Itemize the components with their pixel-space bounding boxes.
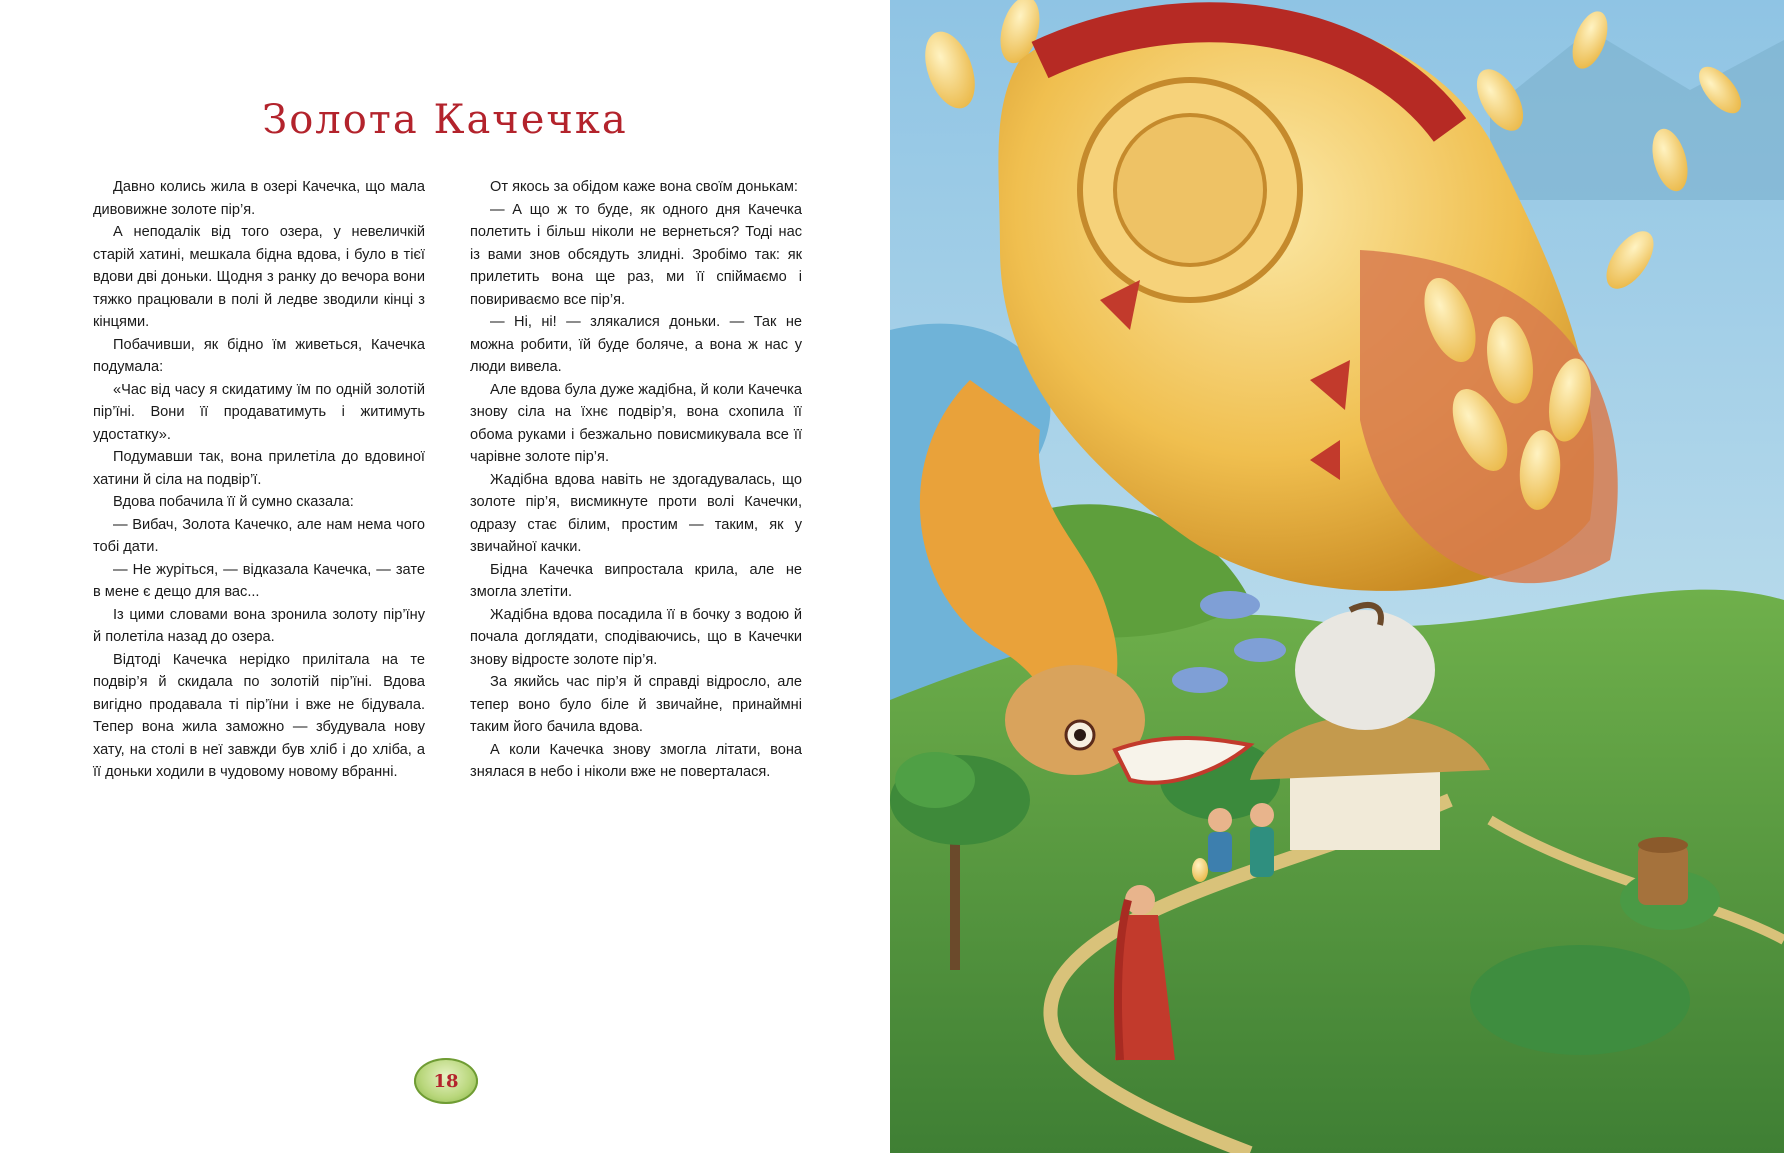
page-number: 18 [433,1070,459,1092]
paragraph: Жадібна вдова посадила її в бочку з водою й почала доглядати, сподіваючись, що в Качечки знову відросте золоте пір’я. [470,606,802,668]
golden-duck-illustration [890,0,1784,1153]
paragraph: Бідна Качечка випростала крила, але не змогла злетіти. [470,561,802,600]
text-column-left [93,176,425,784]
paragraph: — Ні, ні! — злякалися доньки. — Так не можна робити, їй буде боляче, а вона ж нас у люди вивела. [470,314,802,375]
barrel [1638,837,1688,905]
paragraph: Вдова побачила її й сумно сказала: [113,494,354,510]
paragraph: «Час від часу я скидатиму їм по одній золотій пір’їні. Вони її продаватимуть і житимуть удостатку». [93,381,425,443]
paragraph: Жадібна вдова навіть не здогадувалась, що золоте пір’я, висмикнуте проти волі Качечки, одразу стає білим, простим — таким, як у звичайної качки. [470,471,802,555]
paragraph: За якийсь час пір’я й справді відросло, але тепер воно було біле й звичайне, принаймні таким його бачила вдова. [470,674,802,735]
paragraph: От якось за обідом каже вона своїм донькам: [490,179,798,195]
paragraph: — Вибач, Золота Качечко, але нам нема чого тобі дати. [93,516,425,555]
paragraph: Відтоді Качечка нерідко прилітала на те подвір’я й скидала по золотій пір’їні. Вдова вигідно продавала ті пір’їни і вже не бідувала. Тепер вона жила заможно — збудувала нову хату, на столі в неї завжди був хліб і до хліба, а її доньки ходили в чудовому новому вбранні. [93,651,425,780]
paragraph: А неподалік від того озера, у невеличкій старій хатині, мешкала бідна вдова, і було в тієї вдови дві доньки. Щодня з ранку до вечора вони тяжко працювали в полі й ледве зводили кінці з кінцями. [93,224,425,330]
paragraph: Із цими словами вона зронила золоту пір’їну й полетіла назад до озера. [93,606,425,645]
paragraph: — Не журіться, — відказала Качечка, — зате в мене є дещо для вас... [93,561,425,600]
text-column-right [470,176,802,784]
paragraph: Подумавши так, вона прилетіла до вдовиної хатини й сіла на подвір’ї. [93,449,425,488]
right-page-illustration [890,0,1784,1153]
left-page [0,0,890,1153]
paragraph: Але вдова була дуже жадібна, й коли Качечка знову сіла на їхнє подвір’я, вона схопила її обома руками і безжально повисмикувала все її чарівне золоте пір’я. [470,381,802,465]
paragraph: А коли Качечка знову змогла літати, вона знялася в небо і ніколи вже не поверталася. [470,741,802,780]
paragraph: — А що ж то буде, як одного дня Качечка полетить і більш ніколи не вернеться? Тоді нас із вами знов обсядуть злидні. Зробімо так: як прилетить вона ще раз, ми її спіймаємо і повириваємо все пір’я. [470,201,802,308]
paragraph: Давно колись жила в озері Качечка, що мала дивовижне золоте пір’я. [93,179,425,218]
page-number-badge [414,1058,478,1104]
story-title: Золота Качечка [262,96,628,143]
paragraph: Побачивши, як бідно їм живеться, Качечка подумала: [93,336,425,375]
